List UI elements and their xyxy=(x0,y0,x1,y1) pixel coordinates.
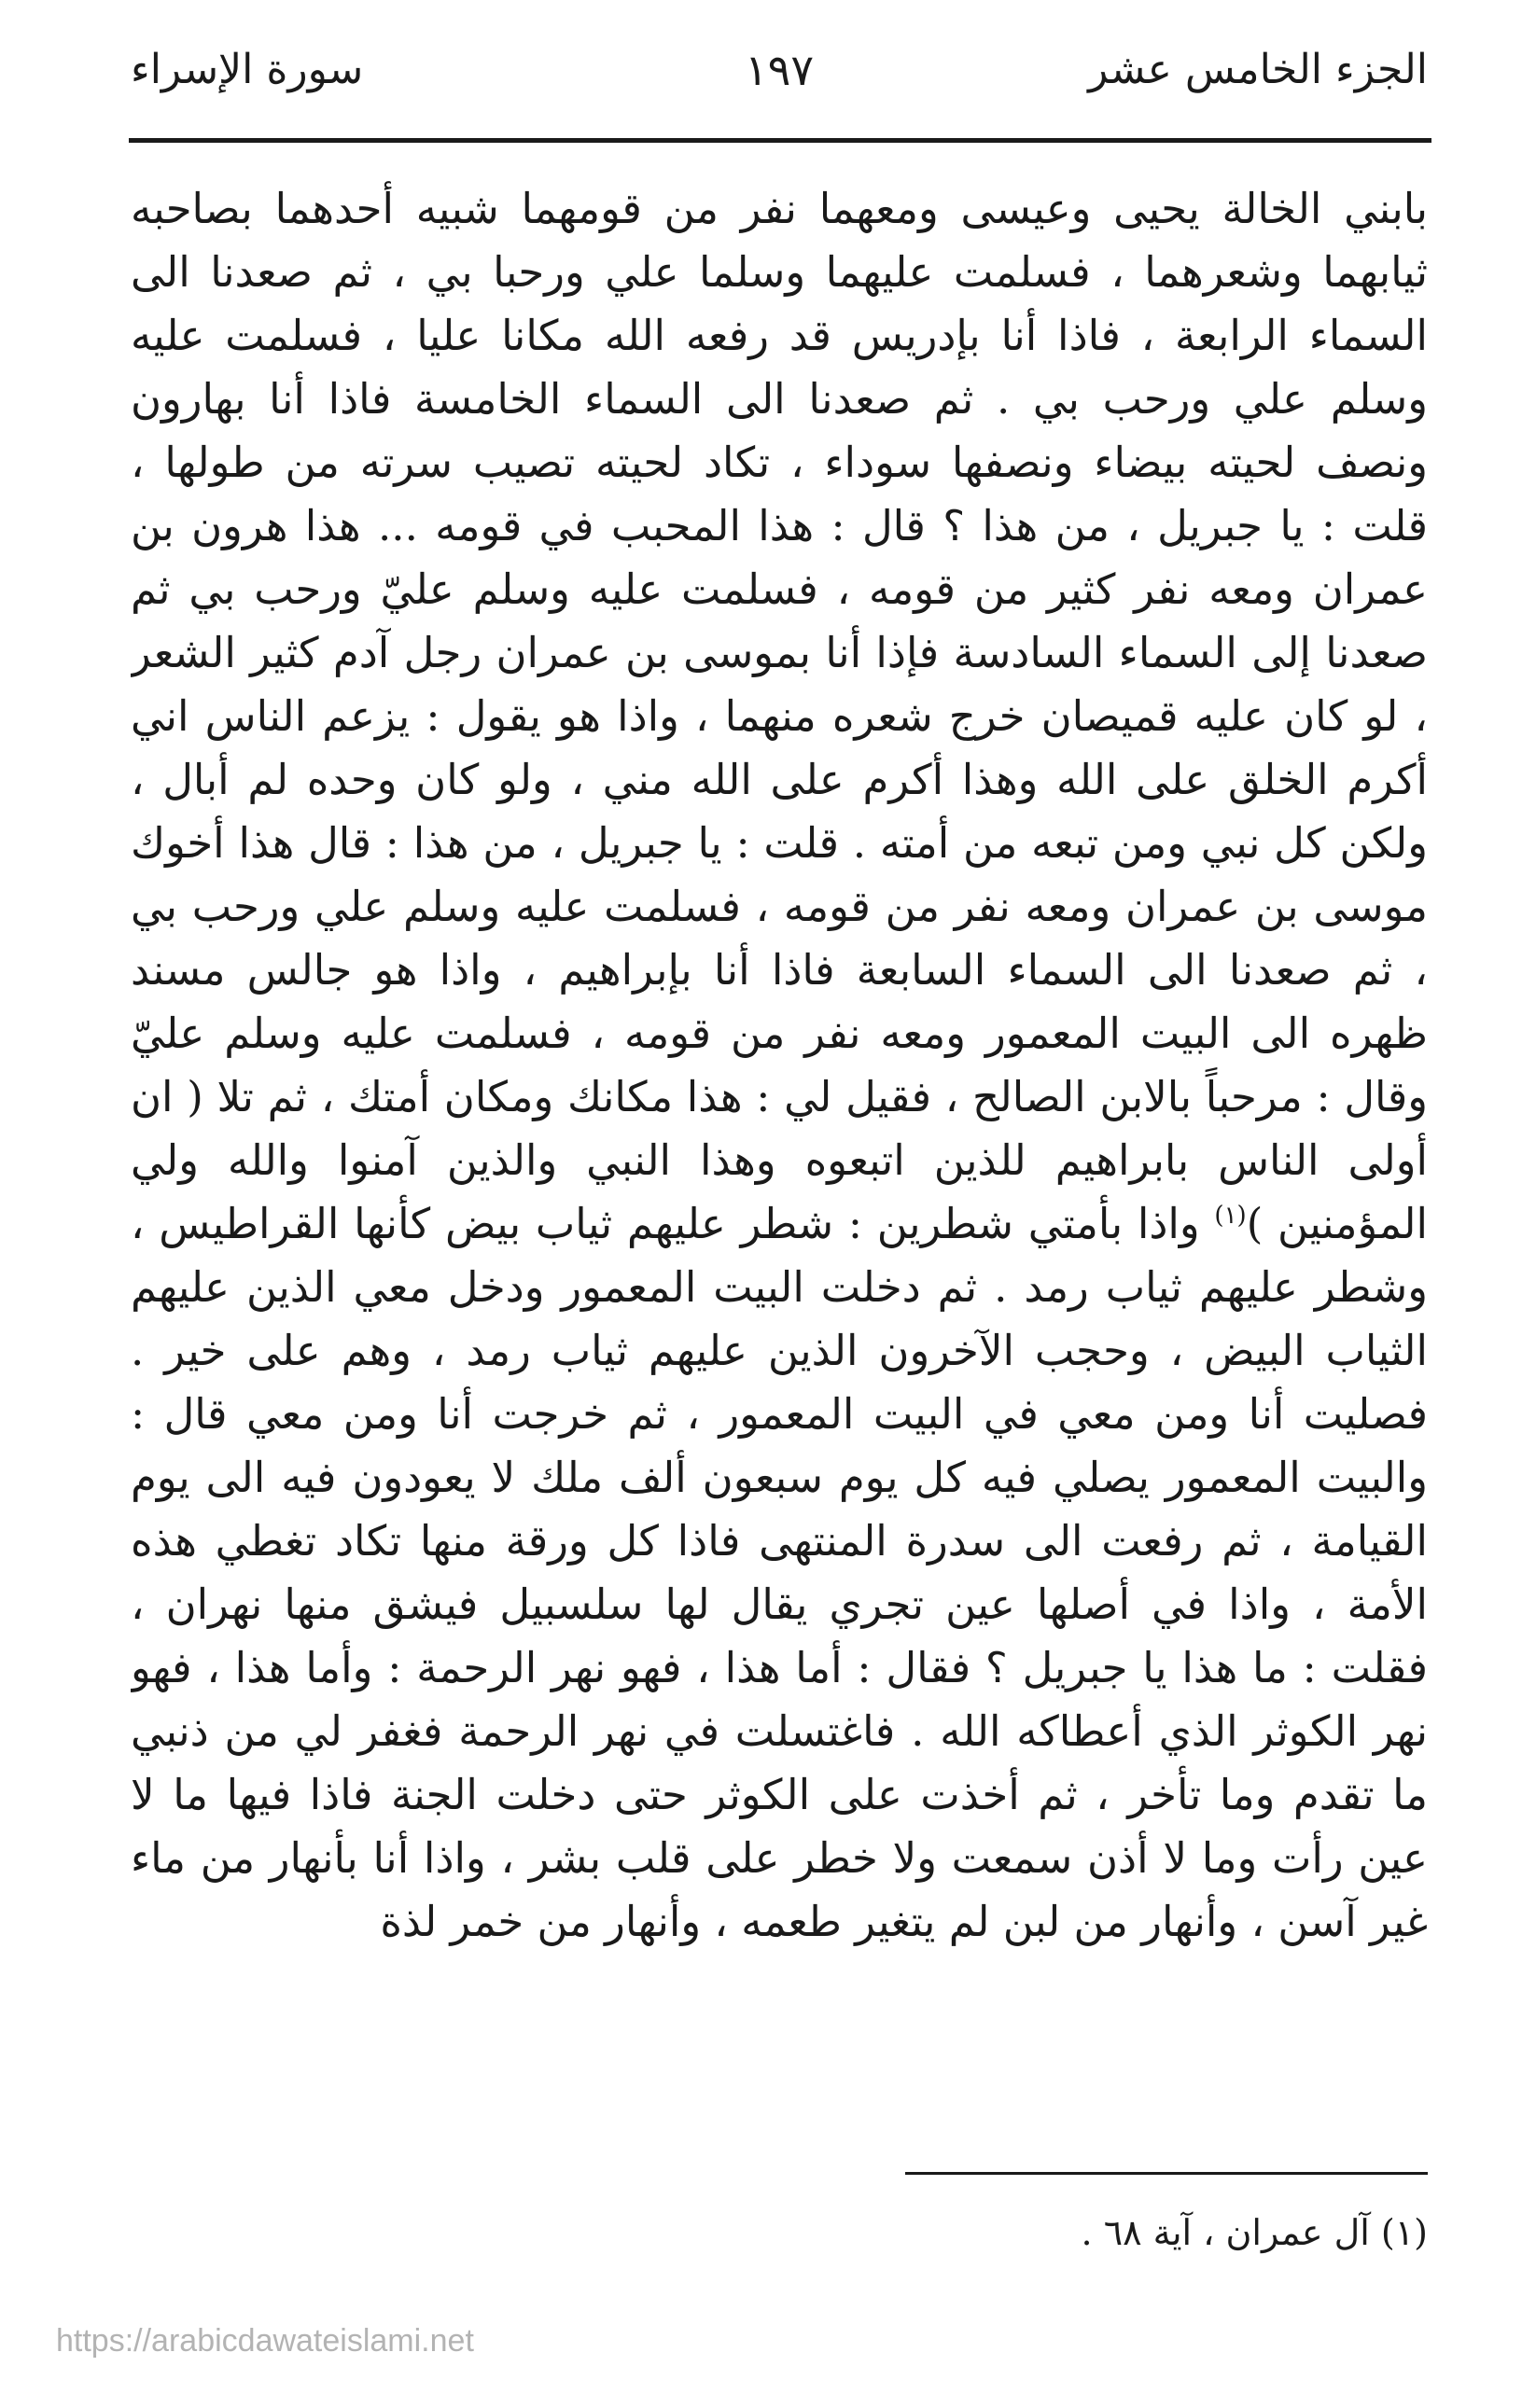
page-header xyxy=(131,37,1428,103)
juz-label: الجزء الخامس عشر xyxy=(1088,46,1428,93)
page-number: ١٩٧ xyxy=(744,45,815,95)
main-text-part-1: بابني الخالة يحيى وعيسى ومعهما نفر من قومهما شبيه أحدهما بصاحبه ثيابهما وشعرهما ، فسلمت عليهما وسلما علي ورحبا بي ، ثم صعدنا الى السماء الرابعة ، فاذا أنا بإدريس قد رفعه الله مكانا عليا ، فسلمت عليه وسلم علي ورحب بي . ثم صعدنا الى السماء الخامسة فاذا أنا بهارون ونصف لحيته بيضاء ونصفها سوداء ، تكاد لحيته تصيب سرته من طولها ، قلت : يا جبريل ، من هذا ؟ قال : هذا المحبب في قومه ... هذا هرون بن عمران ومعه نفر كثير من قومه ، فسلمت عليه وسلم عليّ ورحب بي ثم صعدنا إلى السماء السادسة فإذا أنا بموسى بن عمران رجل آدم كثير الشعر ، لو كان عليه قميصان خرج شعره منهما ، واذا هو يقول : يزعم الناس اني أكرم الخلق على الله وهذا أكرم على الله مني ، ولو كان وحده لم أبال ، ولكن كل نبي ومن تبعه من أمته . قلت : يا جبريل ، من هذا : قال هذا أخوك موسى بن عمران ومعه نفر من قومه ، فسلمت عليه وسلم علي ورحب بي ، ثم صعدنا الى السماء السابعة فاذا أنا بإبراهيم ، واذا هو جالس مسند ظهره الى البيت المعمور ومعه نفر من قومه ، فسلمت عليه وسلم عليّ وقال : مرحباً بالابن الصالح ، فقيل لي : هذا مكانك ومكان أمتك ، ثم تلا ( ان أولى الناس بابراهيم للذين اتبعوه وهذا النبي والذين آمنوا والله ولي المؤمنين ) xyxy=(131,184,1428,1248)
footnote: (١) آل عمران ، آية ٦٨ . xyxy=(1081,2212,1428,2253)
source-watermark: https://arabicdawateislami.net xyxy=(56,2323,474,2359)
main-text-part-2: واذا بأمتي شطرين : شطر عليهم ثياب بيض كأنها القراطيس ، وشطر عليهم ثياب رمد . ثم دخلت البيت المعمور ودخل معي الذين عليهم الثياب البيض ، وحجب الآخرون الذين عليهم ثياب رمد ، وهم على خير . فصليت أنا ومن معي في البيت المعمور ، ثم خرجت أنا ومن معي قال : والبيت المعمور يصلي فيه كل يوم سبعون ألف ملك لا يعودون فيه الى يوم القيامة ، ثم رفعت الى سدرة المنتهى فاذا كل ورقة منها تكاد تغطي هذه الأمة ، واذا في أصلها عين تجري يقال لها سلسبيل فيشق منها نهران ، فقلت : ما هذا يا جبريل ؟ فقال : أما هذا ، فهو نهر الرحمة : وأما هذا ، فهو نهر الكوثر الذي أعطاكه الله . فاغتسلت في نهر الرحمة فغفر لي من ذنبي ما تقدم وما تأخر ، ثم أخذت على الكوثر حتى دخلت الجنة فاذا فيها ما لا عين رأت وما لا أذن سمعت ولا خطر على قلب بشر ، واذا أنا بأنهار من ماء غير آسن ، وأنهار من لبن لم يتغير طعمه ، وأنهار من خمر لذة xyxy=(131,1199,1428,1946)
footnote-reference: (١) xyxy=(1214,1202,1247,1230)
header-divider xyxy=(129,138,1431,143)
footnote-divider xyxy=(905,2172,1428,2175)
main-text xyxy=(131,177,1428,2118)
surah-title: سورة الإسراء xyxy=(131,46,364,93)
